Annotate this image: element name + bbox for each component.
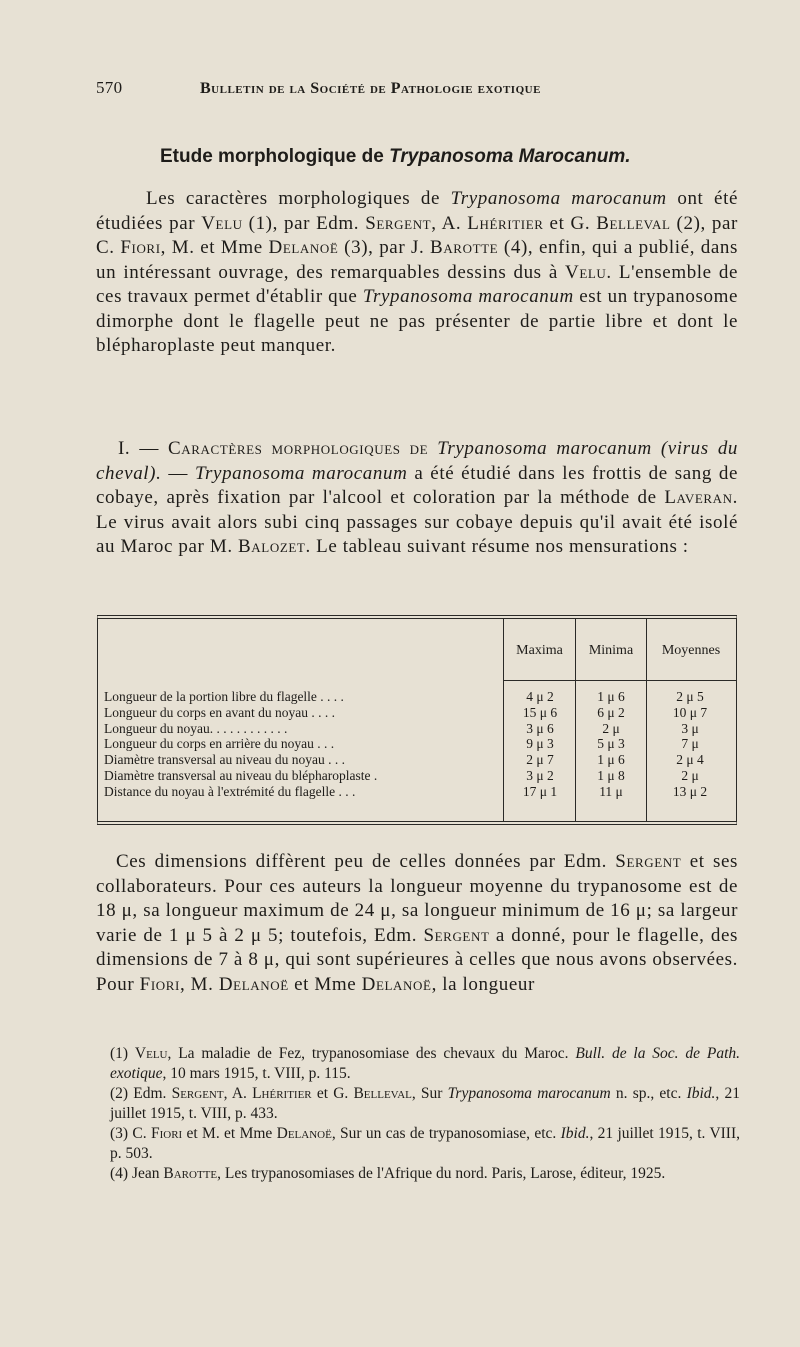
column-header-minima: Minima: [588, 643, 634, 658]
paragraph-comparison: Ces dimensions diffèrent peu de celles données par Edm. Sergent et ses collaborateurs. Pour ces auteurs la longueur moyenne du trypanosome est de 18 μ, sa longueur maximum de 24 μ, sa longueur minimum de 16 μ; sa largeur varie de 1 μ 5 à 2 μ 5; toutefois, Edm. Sergent a donné, pour le flagelle, des dimensions de 7 à 8 μ, qui sont supérieures à celles que nous avons observées. Pour Fiori, M. Delanoë et Mme Delanoë, la longueur: [96, 851, 738, 995]
running-header: [96, 78, 656, 108]
footnote-2: (2) Edm. Sergent, A. Lhéritier et G. Belleval, Sur Trypanosoma marocanum n. sp., etc. Ibid., 21 juillet 1915, t. VIII, p. 433.: [110, 1085, 740, 1122]
header-divider: [503, 680, 736, 681]
journal-title: Bulletin de la Société de Pathologie exotique: [200, 80, 541, 97]
table-row: Longueur de la portion libre du flagelle . . . . 4 μ 2 1 μ 6 2 μ 5: [104, 689, 704, 704]
paragraph-intro: Les caractères morphologiques de Trypanosoma marocanum ont été étudiées par Velu (1), par Edm. Sergent, A. Lhéritier et G. Belleval (2), par C. Fiori, M. et Mme Delanoë (3), par J. Barotte (4), enfin, qui a publié, dans un intéressant ouvrage, des remarquables dessins dus à Velu. L'ensemble de ces travaux permet d'établir que Trypanosoma marocanum est un trypanosome dimorphe dont le flagelle peut ne pas présenter de partie libre et dont le blépharoplaste peut manquer.: [96, 188, 738, 356]
footnotes: [110, 1044, 740, 1184]
measurements-table: [97, 615, 737, 825]
table-row: Diamètre transversal au niveau du noyau . . . 2 μ 7 1 μ 6 2 μ 4: [104, 752, 704, 768]
footnote-3: (3) C. Fiori et M. et Mme Delanoë, Sur un cas de trypanosomiase, etc. Ibid., 21 juillet 1915, t. VIII, p. 503.: [110, 1125, 740, 1162]
table-body: [98, 689, 736, 800]
table-row: Diamètre transversal au niveau du blépharoplaste . 3 μ 2 1 μ 8 2 μ: [104, 767, 699, 783]
footnote-1: (1) Velu, La maladie de Fez, trypanosomiase des chevaux du Maroc. Bull. de la Soc. de Path. exotique, 10 mars 1915, t. VIII, p. 115.: [110, 1045, 740, 1082]
article-title: [160, 146, 720, 168]
table-row: Longueur du corps en arrière du noyau . . . 9 μ 3 5 μ 3 7 μ: [104, 736, 699, 752]
table-row: Longueur du corps en avant du noyau . . . . 15 μ 6 6 μ 2 10 μ 7: [104, 704, 708, 720]
title-species: Trypanosoma Marocanum.: [389, 146, 631, 167]
title-prefix: Etude morphologique de: [160, 146, 390, 167]
page-number: 570: [96, 78, 123, 97]
footnote-4: (4) Jean Barotte, Les trypanosomiases de l'Afrique du nord. Paris, Larose, éditeur, 1925.: [110, 1165, 666, 1182]
paragraph-section-one: I. — Caractères morphologiques de Trypanosoma marocanum (virus du cheval). — Trypanosoma marocanum a été étudié dans les frottis de sang de cobaye, après fixation par l'alcool et coloration par la méthode de Laveran. Le virus avait alors subi cinq passages sur cobaye depuis qu'il avait été isolé au Maroc par M. Balozet. Le tableau suivant résume nos mensurations :: [96, 438, 739, 557]
table-row: Distance du noyau à l'extrémité du flagelle . . . 17 μ 1 11 μ 13 μ 2: [104, 783, 708, 799]
column-header-moyennes: Moyennes: [661, 643, 721, 658]
column-header-maxima: Maxima: [516, 643, 563, 658]
table-row: Longueur du noyau. . . . . . . . . . . . 3 μ 6 2 μ 3 μ: [104, 720, 699, 736]
